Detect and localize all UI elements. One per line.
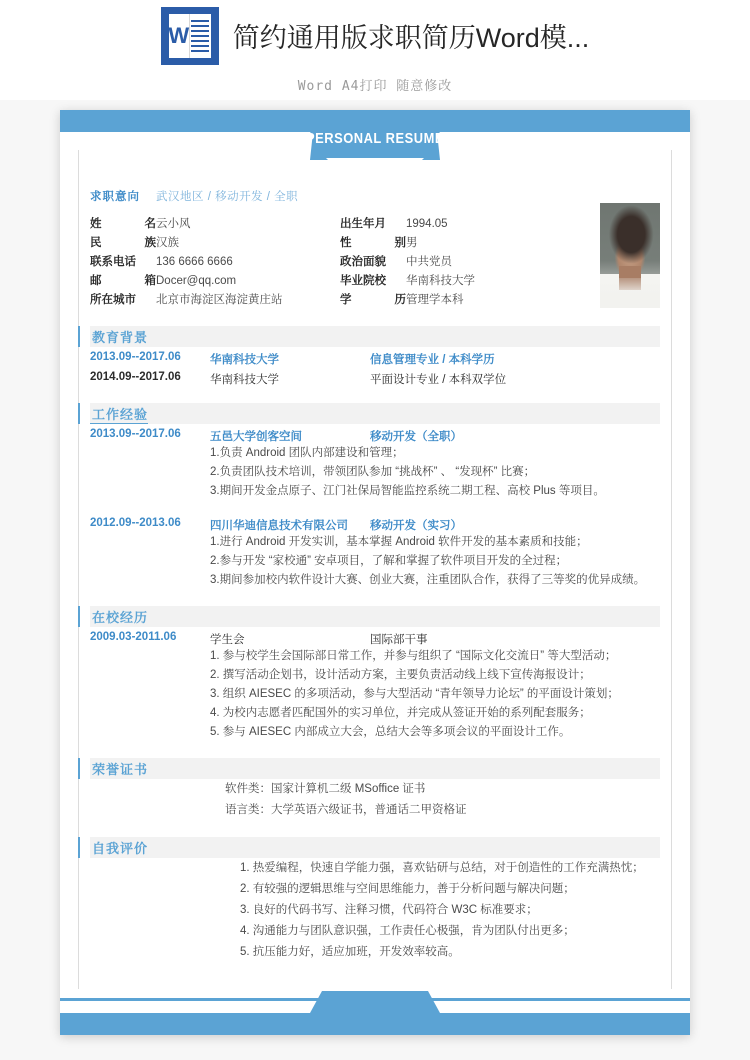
- self-evaluation-item: 1. 热爱编程，快速自学能力强，喜欢钻研与总结，对于创造性的工作充满热忱；: [240, 862, 644, 874]
- info-row: [340, 234, 590, 253]
- campus-org: 学生会: [210, 634, 245, 646]
- info-key: 别: [394, 237, 406, 249]
- profile-photo: [600, 203, 660, 308]
- work-org: 四川华迪信息技术有限公司: [210, 520, 348, 532]
- info-value: 汉族: [156, 237, 179, 249]
- title-row: [161, 7, 590, 65]
- info-key: 名: [144, 218, 156, 230]
- self-evaluation-item: 3. 良好的代码书写、注释习惯，代码符合 W3C 标准要求；: [240, 904, 538, 916]
- work-row: [90, 517, 660, 533]
- info-value: 男: [406, 237, 418, 249]
- info-column-right: [340, 215, 590, 310]
- education-major: 平面设计专业 / 本科双学位: [370, 374, 507, 386]
- self-evaluation-list: [240, 858, 660, 963]
- work-date: 2013.09--2017.06: [90, 428, 181, 440]
- education-row: [90, 351, 660, 367]
- campus-role: 国际部干事: [370, 634, 428, 646]
- info-column-left: [90, 215, 340, 310]
- info-columns: [90, 215, 590, 310]
- resume-content: [90, 188, 660, 963]
- info-value: 云小风: [156, 218, 191, 230]
- job-intent-label: 求职意向: [90, 191, 140, 203]
- info-row: [90, 253, 340, 272]
- education-row: [90, 371, 660, 387]
- info-value: 北京市海淀区海淀黄庄站: [156, 294, 283, 306]
- honors-list: [225, 779, 660, 821]
- self-evaluation-item: 4. 沟通能力与团队意识强，工作责任心极强，肯为团队付出更多；: [240, 925, 575, 937]
- info-row: [90, 291, 340, 310]
- work-role: 移动开发（全职）: [370, 431, 462, 443]
- info-row: [90, 215, 340, 234]
- right-guide-rule: [671, 150, 672, 1012]
- info-key: 姓: [90, 218, 102, 230]
- left-guide-rule: [78, 150, 79, 1012]
- section-header-campus: [90, 606, 660, 627]
- work-date: 2012.09--2013.06: [90, 517, 181, 529]
- job-intent-value: 武汉地区 / 移动开发 / 全职: [156, 191, 299, 203]
- word-logo-icon: W: [161, 7, 219, 65]
- education-org: 华南科技大学: [210, 354, 279, 366]
- page-subtitle: Word A4打印 随意修改: [297, 78, 453, 94]
- self-evaluation-item: 2. 有较强的逻辑思维与空间思维能力，善于分析问题与解决问题；: [240, 883, 575, 895]
- bullet-item: 2. 撰写活动企划书，设计活动方案，主要负责活动线上线下宣传海报设计；: [210, 669, 591, 681]
- info-row: [340, 272, 590, 291]
- info-value: 1994.05: [406, 218, 448, 230]
- info-row: [340, 253, 590, 272]
- campus-row: [90, 631, 660, 647]
- work-role: 移动开发（实习）: [370, 520, 462, 532]
- section-title: 教育背景: [92, 330, 149, 345]
- work-row: [90, 428, 660, 444]
- education-org: 华南科技大学: [210, 374, 279, 386]
- info-key: 所在城市: [90, 294, 136, 306]
- info-key: 民: [90, 237, 102, 249]
- info-key: 学: [340, 294, 352, 306]
- info-value: 华南科技大学: [406, 275, 475, 287]
- campus-bullets: [210, 647, 660, 742]
- info-value: 中共党员: [406, 256, 452, 268]
- bullet-item: 3.期间参加校内软件设计大赛、创业大赛，注重团队合作，获得了三等奖的优异成绩。: [210, 574, 646, 586]
- info-row: [340, 291, 590, 310]
- info-key: 历: [394, 294, 406, 306]
- bullet-item: 2.负责团队技术培训，带领团队参加 “挑战杯” 、 “发现杯” 比赛；: [210, 466, 536, 478]
- document-header: [0, 0, 750, 100]
- work-org: 五邑大学创客空间: [210, 431, 302, 443]
- section-title: 工作经验: [90, 404, 148, 424]
- info-row: [90, 272, 340, 291]
- education-major: 信息管理专业 / 本科学历: [370, 354, 495, 366]
- section-title: 在校经历: [92, 610, 149, 625]
- page-title: 简约通用版求职简历Word模...: [232, 23, 590, 53]
- info-key: 联系电话: [90, 256, 136, 268]
- bullet-item: 1.进行 Android 开发实训，基本掌握 Android 软件开发的基本素质和技能；: [210, 536, 588, 548]
- info-key: 邮: [90, 275, 102, 287]
- honors-item: 语言类：大学英语六级证书，普通话二甲资格证: [225, 804, 467, 816]
- work-bullets: [210, 533, 660, 590]
- info-key: 性: [340, 237, 352, 249]
- section-title: 荣誉证书: [92, 762, 149, 777]
- section-header-honors: [90, 758, 660, 779]
- section-title: 自我评价: [92, 841, 149, 856]
- bullet-item: 3.期间开发金点原子、江门社保局智能监控系统二期工程、高校 Plus 等项目。: [210, 485, 605, 497]
- bottom-banner: [60, 1013, 690, 1035]
- section-header-education: [90, 326, 660, 347]
- info-value: 136 6666 6666: [156, 256, 233, 268]
- bullet-item: 3. 组织 AIESEC 的多项活动，参与大型活动 “青年领导力论坛” 的平面设计策划；: [210, 688, 619, 700]
- ribbon-title: PERSONAL RESUME: [306, 130, 444, 147]
- info-key: 政治面貌: [340, 256, 386, 268]
- campus-date: 2009.03-2011.06: [90, 631, 177, 643]
- education-date: 2014.09--2017.06: [90, 371, 181, 383]
- info-key: 族: [144, 237, 156, 249]
- personal-info: [90, 215, 660, 310]
- resume-sheet: [60, 110, 690, 1035]
- info-value: 管理学本科: [406, 294, 464, 306]
- education-date: 2013.09--2017.06: [90, 351, 181, 363]
- info-key: 出生年月: [340, 218, 386, 230]
- job-intent: [90, 188, 660, 204]
- info-row: [90, 234, 340, 253]
- info-value: Docer@qq.com: [156, 275, 237, 287]
- info-key: 毕业院校: [340, 275, 386, 287]
- self-evaluation-item: 5. 抗压能力好，适应加班，开发效率较高。: [240, 946, 460, 958]
- bullet-item: 4. 为校内志愿者匹配国外的实习单位，并完成从签证开始的系列配套服务；: [210, 707, 591, 719]
- bullet-item: 2.参与开发 “家校通” 安卓项目，了解和掌握了软件项目开发的全过程；: [210, 555, 568, 567]
- honors-item: 软件类：国家计算机二级 MSoffice 证书: [225, 783, 426, 795]
- bullet-item: 1.负责 Android 团队内部建设和管理；: [210, 447, 404, 459]
- section-header-self-evaluation: [90, 837, 660, 858]
- bullet-item: 1. 参与校学生会国际部日常工作，并参与组织了 “国际文化交流日” 等大型活动；: [210, 650, 617, 662]
- info-row: [340, 215, 590, 234]
- info-key: 箱: [144, 275, 156, 287]
- work-bullets: [210, 444, 660, 501]
- bullet-item: 5. 参与 AIESEC 内部成立大会，总结大会等多项会议的平面设计工作。: [210, 726, 571, 738]
- bottom-ribbon-decoration: [60, 989, 690, 1013]
- section-header-work: [90, 403, 660, 424]
